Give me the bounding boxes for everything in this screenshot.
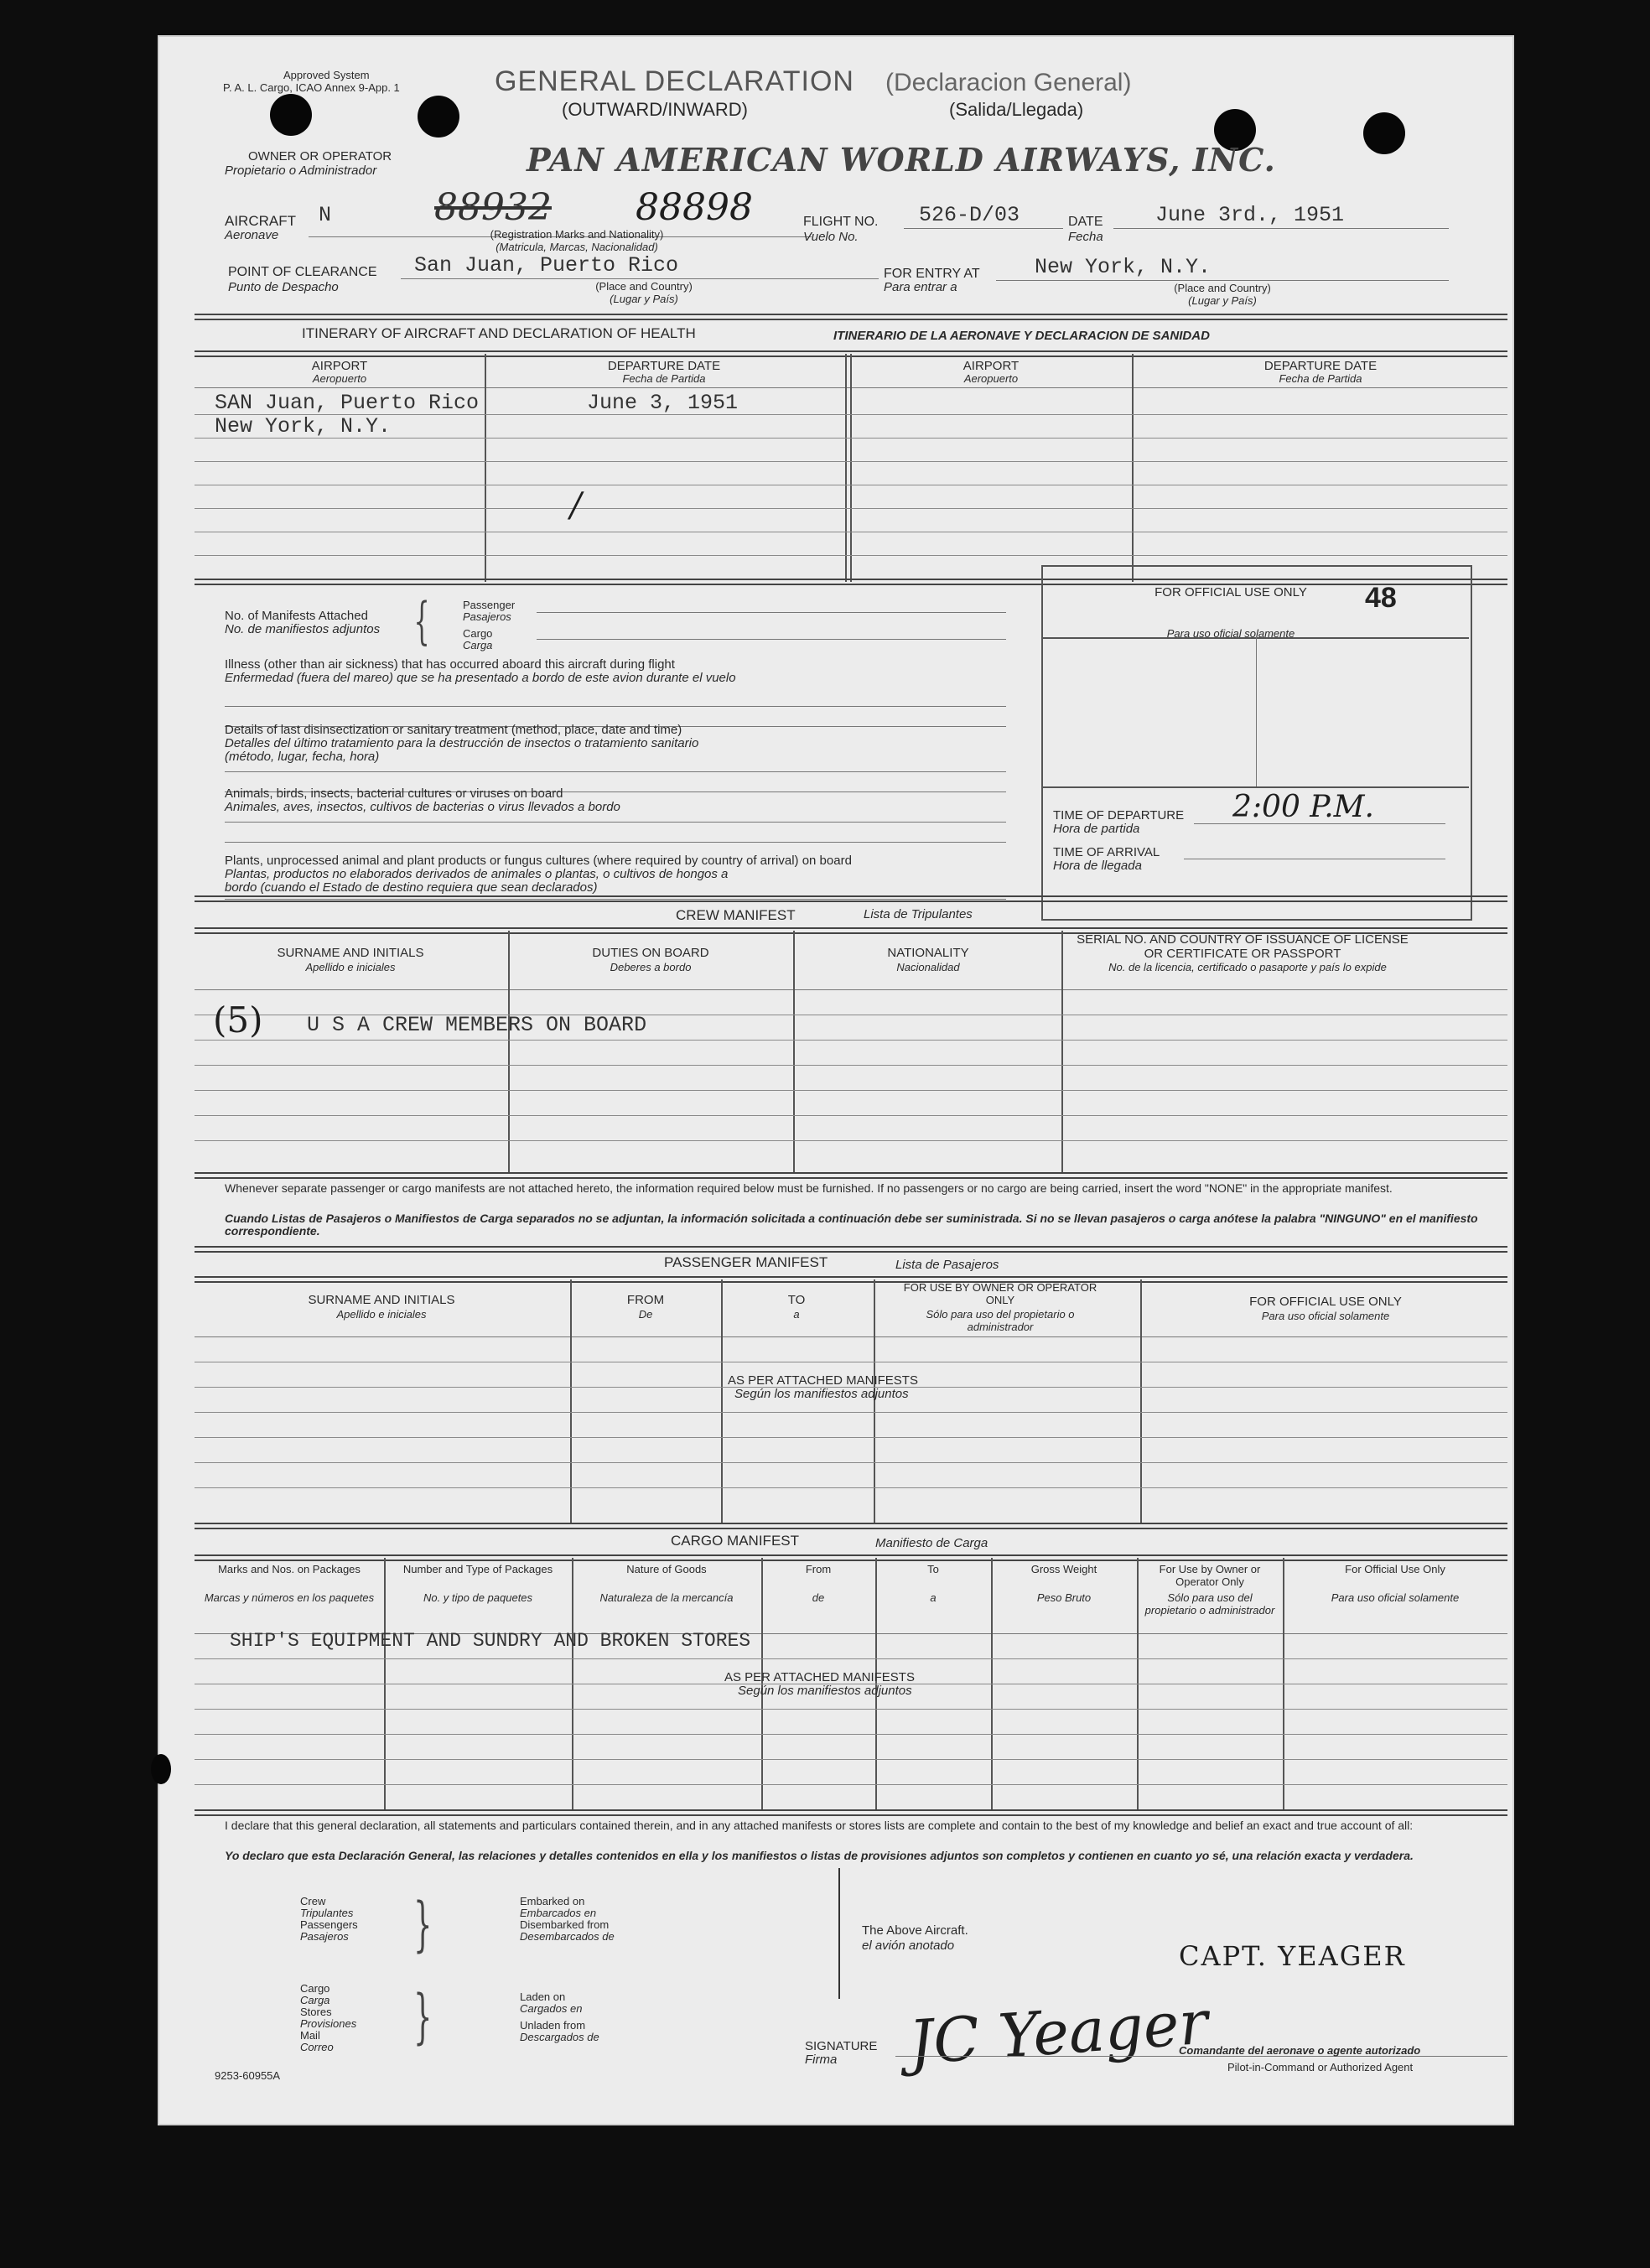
plants-label-spanish: Plantas, productos no elaborados derivados de animales o plantas, o cultivos de hongos a (225, 867, 729, 881)
disinsect-label: Details of last disinsectization or sanitary treatment (method, place, date and time) (225, 723, 682, 737)
crew-col-nationality-spanish: Nacionalidad (896, 961, 960, 973)
decl-passengers-spanish: Pasajeros (300, 1930, 349, 1943)
passenger-col-to: TO (787, 1293, 806, 1307)
aircraft-prefix: N (319, 203, 332, 227)
clearance-label-spanish: Punto de Despacho (228, 280, 339, 294)
captain-signature: JC Yeager (906, 1986, 1211, 2079)
clearance-label: POINT OF CLEARANCE (228, 265, 377, 279)
entry-caption: (Place and Country) (1174, 282, 1271, 294)
decl-laden-spanish: Cargados en (520, 2002, 583, 2015)
cargo-col-header: Nature of Goods (626, 1563, 707, 1575)
cargo-col-header: For Official Use Only (1345, 1563, 1445, 1575)
plants-label: Plants, unprocessed animal and plant products or fungus cultures (where required by country of arrival) on board (225, 854, 852, 868)
departure-time-label: TIME OF DEPARTURE (1053, 808, 1185, 823)
passenger-col-official-spanish: Para uso oficial solamente (1261, 1310, 1390, 1322)
cargo-title: CARGO MANIFEST (671, 1533, 800, 1549)
clearance-caption-spanish: (Lugar y País) (610, 293, 678, 305)
passenger-label-spanish: Pasajeros (463, 610, 511, 623)
decl-passengers: Passengers (300, 1918, 358, 1931)
decl-cargo-spanish: Carga (300, 1994, 330, 2006)
aircraft-caption: (Registration Marks and Nationality) (490, 228, 664, 241)
form-number: 9253-60955A (215, 2069, 281, 2082)
decl-cargo: Cargo (300, 1982, 330, 1995)
decl-aircraft: The Above Aircraft. (862, 1923, 968, 1938)
official-use-number: 48 (1365, 582, 1397, 614)
captain-name: CAPT. YEAGER (1179, 1940, 1406, 1972)
animals-label-spanish: Animales, aves, insectos, cultivos de bacterias o virus llevados a bordo (225, 800, 620, 814)
disinsect-label-spanish-2: (método, lugar, fecha, hora) (225, 750, 380, 764)
cargo-col-header-spanish: de (812, 1591, 825, 1604)
cargo-col-header: Gross Weight (1030, 1563, 1097, 1575)
entry-place: New York, N.Y. (1035, 255, 1212, 279)
cargo-attached-note: AS PER ATTACHED MANIFESTS (724, 1670, 915, 1684)
owner-label: OWNER OR OPERATOR (248, 149, 392, 163)
crew-col-duties: DUTIES ON BOARD (592, 946, 709, 960)
cargo-title-spanish: Manifiesto de Carga (875, 1536, 988, 1550)
cargo-count-label: Cargo (463, 627, 493, 640)
declaration-text: I declare that this general declaration, all statements and particulars contained therein, and in any attached manifests or stores lists are complete and contain to the best of my knowledge and belief an exact and true account of all: (225, 1819, 1414, 1832)
passenger-col-to-spanish: a (793, 1308, 800, 1321)
decl-unladen-spanish: Descargados de (520, 2031, 599, 2043)
pilot-label-spanish: Comandante del aeronave o agente autorizado (1179, 2044, 1421, 2057)
cargo-col-header-spanish: a (930, 1591, 937, 1604)
passenger-col-surname-spanish: Apellido e iniciales (336, 1308, 427, 1321)
passenger-col-official: FOR OFFICIAL USE ONLY (1249, 1295, 1402, 1309)
decl-aircraft-spanish: el avión anotado (862, 1938, 955, 1953)
itinerary-title-spanish: ITINERARIO DE LA AERONAVE Y DECLARACION DE SANIDAD (833, 329, 1210, 343)
approval-note: Approved System (283, 69, 370, 81)
itinerary-airport-2: New York, N.Y. (215, 414, 392, 439)
decl-crew-spanish: Tripulantes (300, 1907, 354, 1919)
entry-label-spanish: Para entrar a (884, 280, 957, 294)
arrival-time-label-spanish: Hora de llegada (1053, 859, 1142, 873)
itinerary-date-1: June 3, 1951 (587, 391, 739, 415)
decl-laden: Laden on (520, 1990, 566, 2003)
manifest-notice: Whenever separate passenger or cargo manifests are not attached hereto, the information required below must be furnished. If no passengers or no cargo are being carried, insert the word "NONE" in the appropriate manifest. (225, 1181, 1393, 1195)
passenger-attached-note-spanish: Según los manifiestos adjuntos (734, 1387, 909, 1401)
decl-crew: Crew (300, 1895, 326, 1907)
animals-label: Animals, birds, insects, bacterial cultures or viruses on board (225, 786, 563, 801)
itinerary-col-departure-2-spanish: Fecha de Partida (1279, 372, 1362, 385)
punch-hole (151, 1754, 171, 1784)
entry-caption-spanish: (Lugar y País) (1188, 294, 1257, 307)
cargo-col-header-spanish: Peso Bruto (1036, 1591, 1092, 1604)
passenger-col-from: FROM (626, 1293, 665, 1307)
cargo-col-header: Marks and Nos. on Packages (218, 1563, 361, 1575)
flight-label-spanish: Vuelo No. (803, 230, 859, 244)
date-value: June 3rd., 1951 (1155, 203, 1345, 227)
aircraft-struck-number: 88932 (434, 186, 552, 229)
aircraft-label: AIRCRAFT (225, 213, 296, 229)
punch-hole (418, 96, 459, 138)
cargo-col-header: From (805, 1563, 832, 1575)
crew-col-license: SERIAL NO. AND COUNTRY OF ISSUANCE OF LICENSE OR CERTIFICATE OR PASSPORT (1077, 932, 1409, 961)
owner-label-spanish: Propietario o Administrador (225, 163, 377, 178)
crew-title-spanish: Lista de Tripulantes (864, 907, 973, 921)
cargo-col-header: Number and Type of Packages (402, 1563, 553, 1575)
aircraft-label-spanish: Aeronave (225, 228, 279, 242)
itinerary-col-airport: AIRPORT (311, 359, 368, 373)
passenger-col-owner-spanish: Sólo para uso del propietario o administrador (926, 1308, 1075, 1333)
crew-entry-count: (5) (213, 999, 263, 1041)
passenger-title-spanish: Lista de Pasajeros (895, 1258, 999, 1272)
passenger-col-owner: FOR USE BY OWNER OR OPERATOR ONLY (903, 1281, 1097, 1306)
official-use-label: FOR OFFICIAL USE ONLY (1154, 585, 1307, 599)
pilot-label: Pilot-in-Command or Authorized Agent (1227, 2061, 1414, 2073)
cargo-col-header: To (927, 1563, 939, 1575)
cargo-col-header-spanish: Para uso oficial solamente (1331, 1591, 1460, 1604)
manifest-notice-spanish: Cuando Listas de Pasajeros o Manifiestos de Carga separados no se adjuntan, la información solicitada a continuación debe ser suministrada. Si no se llevan pasajeros o carga anótese la palabra "NINGUNO" en el manifiesto correspondiente. (225, 1212, 1478, 1238)
decl-embarked: Embarked on (520, 1895, 585, 1907)
crew-col-nationality: NATIONALITY (887, 946, 969, 960)
manifests-label: No. of Manifests Attached (225, 609, 368, 623)
aircraft-registration: 88898 (636, 186, 753, 229)
approval-reference: P. A. L. Cargo, ICAO Annex 9-App. 1 (223, 81, 400, 94)
decl-stores-spanish: Provisiones (300, 2017, 357, 2030)
cargo-col-header-spanish: Sólo para uso del propietario o administrador (1144, 1591, 1275, 1617)
date-label: DATE (1068, 215, 1103, 229)
punch-hole (1363, 112, 1405, 154)
direction-label: (OUTWARD/INWARD) (562, 99, 748, 120)
arrival-time-label: TIME OF ARRIVAL (1053, 845, 1160, 859)
declaration-form: Approved System P. A. L. Cargo, ICAO Annex 9-App. 1 GENERAL DECLARATION (Declaracion General) (OUTWARD/INWARD) (Salida/Llegada) OWNER OR OPERATOR Propietario o Administrador PAN AMERICAN WORLD AIRWAYS, INC. AIRCRAFT Aeronave N 88932 88898 (Registration Marks and Nationality) (Matricula, Marcas, Nacionalidad) FLIGHT NO. Vuelo No. 526-D/03 DATE Fecha June 3rd., 1951 POINT OF CLEARANCE Punto de Despacho San Juan, Puerto Rico (Place and Country) (Lugar y País) FOR ENTRY AT Para entrar a New York, N.Y. (Place and Country) (Lugar y País) ITINERARY OF AIRCRAFT AND DECLARATION OF HEALTH ITINERARIO DE LA AERONAVE Y DECLARACION DE SANIDAD AIRPORT Aeropuerto DEPARTURE DATE Fecha de Partida AIRPORT Aeropuerto DEPARTURE DATE Fecha de Partida SAN Juan, Puerto Rico June 3, 1951 New York, N.Y. / No. of Manifests Attached No. de manifiestos adjuntos Passenger Pasajeros Cargo Carga { Illness (other than air sickness) that has occurred aboard this aircraft during flight Enfermedad (fuera del mareo) que se ha presentado a bordo de este avion durante el vuelo Details of last disinsectization or sanitary treatment (method, place, date and time) Detalles del último tratamiento para la destrucción de insectos o tratamiento sanitario (método, lugar, fecha, hora) Animals, birds, insects, bacterial cultures or viruses on board Animales, aves, insectos, cultivos de bacterias o virus llevados a bordo Plants, unprocessed animal and plant products or fungus cultures (where required by country of arrival) on board Plantas, productos no elaborados derivados de animales o plantas, o cultivos de hongos a bordo (cuando el Estado de destino requiera que sean declarados) FOR OFFICIAL USE ONLY Para uso oficial solamente 48 TIME OF DEPARTURE Hora de partida 2:00 P.M. TIME OF ARRIVAL Hora de llegada CREW MANIFEST Lista de Tripulantes SURNAME AND INITIALS Apellido e iniciales DUTIES ON BOARD Deberes a bordo NATIONALITY Nacionalidad SERIAL NO. AND COUNTRY OF ISSUANCE OF LICENSE OR CERTIFICATE OR PASSPORT No. de la licencia, certificado o pasaporte y país lo expide (5) U S A CREW MEMBERS ON BOARD Whenever separate passenger or cargo manifests are not attached hereto, the information required below must be furnished. If no passengers or no cargo are being carried, insert the word "NONE" in the appropriate manifest. Cuando Listas de Pasajeros o Manifiestos de Carga separados no se adjuntan, la información solicitada a continuación debe ser suministrada. Si no se llevan pasajeros o carga anótese la palabra "NINGUNO" en el manifiesto correspondiente. PASSENGER MANIFEST Lista de Pasajeros SURNAME AND INITIALS Apellido e iniciales FROM De TO a FOR USE BY OWNER OR OPERATOR ONLY Sólo para uso del propietario o administrador FOR OFFICIAL USE ONLY Para uso oficial solamente AS PER ATTACHED MANIFESTS Según los manifiestos adjuntos CARGO MANIFEST Manifiesto de Carga SHIP'S EQUIPMENT AND SUNDRY AND BROKEN STORES AS PER ATTACHED MANIFESTS Según los manifiestos adjuntos I declare that this general declaration, all statements and particulars contained therein, and in any attached manifests or stores lists are complete and contain to the best of my knowledge and belief an exact and true account of all: Yo declaro que esta Declaración General, las relaciones y detalles contenidos en ella y los manifiestos o listas de provisiones adjuntos son completos y contienen en cuanto yo sé, una relación exacta y verdadera. Crew Tripulantes Passengers Pasajeros } Embarked on Embarcados en Disembarked from Desembarcados de Cargo Carga Stores Provisiones Mail Correo } Laden on Cargados en Unladen from Descargados de The Above Aircraft. el avión anotado CAPT. YEAGER SIGNATURE Firma JC Yeager Comandante del aeronave o agente autorizado Pilot-in-Command or Authorized Agent 9253-60955A Marks and Nos. on Packages Marcas y números en los paquetes Number and Type of Packages No. y tipo de paquetes Nature of Goods Naturaleza de la mercancía From de To a Gross Weight Peso Bruto For Use by Owner or Operator Only Sólo para uso del propietario o administrador For Official Use Only Para uso oficial solamente (158, 35, 1514, 2125)
punch-hole (270, 94, 312, 136)
signature-label-spanish: Firma (805, 2053, 838, 2067)
cargo-col-header: For Use by Owner or Operator Only (1159, 1563, 1261, 1588)
cargo-attached-note-spanish: Según los manifiestos adjuntos (738, 1684, 912, 1698)
decl-disembarked-spanish: Desembarcados de (520, 1930, 615, 1943)
signature-label: SIGNATURE (805, 2039, 878, 2053)
itinerary-col-airport-2-spanish: Aeropuerto (963, 372, 1019, 385)
page-title-spanish: (Declaracion General) (885, 69, 1132, 96)
decl-unladen: Unladen from (520, 2019, 586, 2032)
decl-embarked-spanish: Embarcados en (520, 1907, 597, 1919)
cargo-count-label-spanish: Carga (463, 639, 493, 651)
itinerary-col-departure: DEPARTURE DATE (607, 359, 721, 373)
official-use-label-spanish: Para uso oficial solamente (1166, 627, 1295, 640)
passenger-attached-note: AS PER ATTACHED MANIFESTS (728, 1373, 918, 1388)
passenger-label: Passenger (463, 599, 516, 611)
flight-label: FLIGHT NO. (803, 215, 879, 229)
illness-label: Illness (other than air sickness) that has occurred aboard this aircraft during flight (225, 657, 675, 672)
crew-col-surname-spanish: Apellido e iniciales (305, 961, 396, 973)
declaration-text-spanish: Yo declaro que esta Declaración General, las relaciones y detalles contenidos en ella y los manifiestos o listas de provisiones adjuntos son completos y contienen en cuanto yo sé, una relación exacta y verdadera. (225, 1849, 1414, 1862)
clearance-caption: (Place and Country) (595, 280, 693, 293)
crew-col-license-spanish: No. de la licencia, certificado o pasaporte y país lo expide (1108, 961, 1387, 973)
departure-time-value: 2:00 P.M. (1232, 790, 1374, 824)
departure-time-label-spanish: Hora de partida (1053, 822, 1140, 836)
decl-mail-spanish: Correo (300, 2041, 334, 2053)
clearance-place: San Juan, Puerto Rico (414, 253, 679, 278)
disinsect-label-spanish: Detalles del último tratamiento para la destrucción de insectos o tratamiento sanitario (225, 736, 699, 750)
itinerary-col-departure-2: DEPARTURE DATE (1263, 359, 1378, 373)
cargo-col-header-spanish: Marcas y números en los paquetes (204, 1591, 375, 1604)
itinerary-pencil-mark: / (570, 486, 582, 525)
decl-stores: Stores (300, 2006, 332, 2018)
crew-col-surname: SURNAME AND INITIALS (277, 946, 424, 960)
decl-disembarked: Disembarked from (520, 1918, 610, 1931)
itinerary-title: ITINERARY OF AIRCRAFT AND DECLARATION OF HEALTH (302, 325, 696, 341)
crew-col-duties-spanish: Deberes a bordo (610, 961, 692, 973)
entry-label: FOR ENTRY AT (884, 267, 980, 281)
aircraft-caption-spanish: (Matricula, Marcas, Nacionalidad) (496, 241, 658, 253)
direction-label-spanish: (Salida/Llegada) (949, 99, 1084, 120)
passenger-col-from-spanish: De (638, 1308, 653, 1321)
itinerary-col-airport-spanish: Aeropuerto (312, 372, 367, 385)
crew-entry-text: U S A CREW MEMBERS ON BOARD (307, 1013, 647, 1037)
cargo-entry-text: SHIP'S EQUIPMENT AND SUNDRY AND BROKEN STORES (230, 1630, 751, 1652)
page-title: GENERAL DECLARATION (495, 65, 854, 97)
itinerary-col-airport-2: AIRPORT (962, 359, 1020, 373)
cargo-col-header-spanish: Naturaleza de la mercancía (599, 1591, 734, 1604)
owner-name: PAN AMERICAN WORLD AIRWAYS, INC. (527, 141, 1276, 179)
date-label-spanish: Fecha (1068, 230, 1103, 244)
flight-number: 526-D/03 (919, 203, 1020, 227)
passenger-col-surname: SURNAME AND INITIALS (308, 1293, 455, 1307)
cargo-col-header-spanish: No. y tipo de paquetes (423, 1591, 533, 1604)
itinerary-col-departure-spanish: Fecha de Partida (622, 372, 706, 385)
manifests-label-spanish: No. de manifiestos adjuntos (225, 622, 381, 636)
itinerary-airport-1: SAN Juan, Puerto Rico (215, 391, 480, 415)
illness-label-spanish: Enfermedad (fuera del mareo) que se ha presentado a bordo de este avion durante el vuelo (225, 671, 736, 685)
plants-label-spanish-2: bordo (cuando el Estado de destino requiera que sean declarados) (225, 880, 598, 895)
decl-mail: Mail (300, 2029, 320, 2042)
passenger-title: PASSENGER MANIFEST (664, 1254, 828, 1270)
crew-title: CREW MANIFEST (676, 907, 796, 923)
